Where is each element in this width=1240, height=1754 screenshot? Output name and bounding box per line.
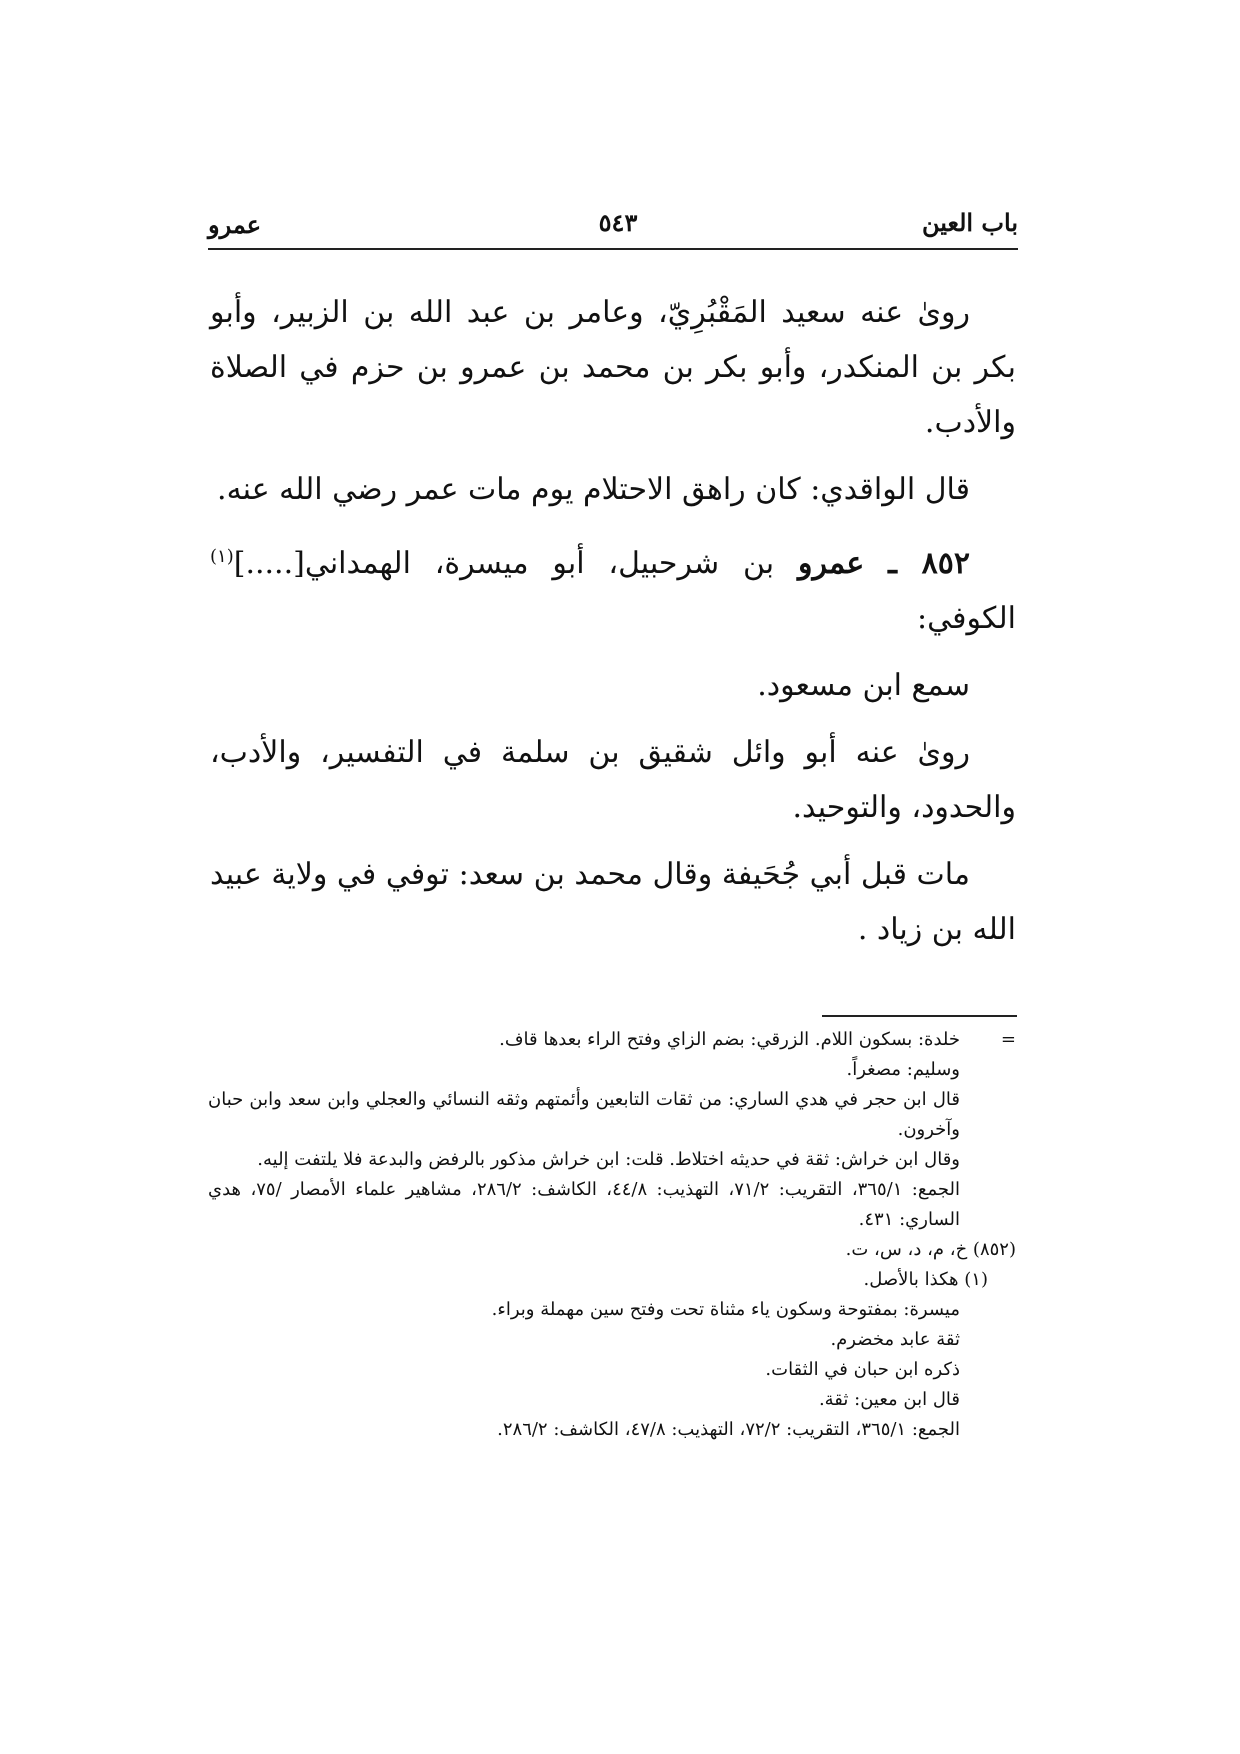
entry-lineage: بن شرحبيل، أبو ميسرة، الهمداني[.....]	[233, 546, 775, 581]
footnote-line: وقال ابن خراش: ثقة في حديثه اختلاط. قلت: ابن خراش مذكور بالرفض والبدعة فلا يلتفت إليه.	[257, 1149, 960, 1170]
paragraph-narrators: رویٰ عنه سعيد المَقْبُرِيّ، وعامر بن عبد الله بن الزبير، وأبو بكر بن المنكدر، وأبو بكر بن محمد بن عمرو بن حزم في الصلاة والأدب.	[210, 295, 1016, 440]
footnote-line: خلدة: بسكون اللام. الزرقي: بضم الزاي وفتح الراء بعدها قاف.	[499, 1029, 960, 1050]
footnote-1: (١) هكذا بالأصل.	[863, 1269, 988, 1290]
paragraph-heard: سمع ابن مسعود.	[757, 668, 970, 703]
footnote-line: الجمع: ٣٦٥/١، التقريب: ٧١/٢، التهذيب: ٤٤/٨، الكاشف: ٢٨٦/٢، مشاهير علماء الأمصار /٧٥، هدي الساري: ٤٣١.	[208, 1179, 960, 1230]
entry-nisba: الكوفي:	[917, 601, 1016, 636]
footnote-ref: (١)	[210, 546, 234, 567]
paragraph-narrated-by: روىٰ عنه أبو وائل شقيق بن سلمة في التفسير، والأدب، والحدود، والتوحيد.	[210, 735, 1016, 825]
footnote-rule	[822, 1015, 1017, 1017]
chapter-title: باب العين	[921, 208, 1018, 237]
header-rule	[208, 248, 1018, 250]
footnote-line: قال ابن حجر في هدي الساري: من ثقات التابعين وأئمتهم وثقه النسائي والعجلي وابن سعد وابن حبان وآخرون.	[208, 1089, 960, 1140]
entry-number: ٨٥٢ ـ	[888, 546, 970, 581]
footnote-line: الجمع: ٣٦٥/١، التقريب: ٧٢/٢، التهذيب: ٤٧/٨، الكاشف: ٢٨٦/٢.	[497, 1419, 960, 1440]
footnotes	[208, 1025, 1016, 1445]
entry-name: عمرو	[797, 546, 865, 581]
footnote-line: ميسرة: بمفتوحة وسكون ياء مثناة تحت وفتح سين مهملة وبراء.	[491, 1299, 960, 1320]
paragraph-death: مات قبل أبي جُحَيفة وقال محمد بن سعد: توفي في ولاية عبيد الله بن زياد .	[210, 857, 1016, 947]
footnote-line: ثقة عابد مخضرم.	[830, 1329, 960, 1350]
footnote-line: ذكره ابن حبان في الثقات.	[765, 1359, 960, 1380]
page-number: ٥٤٣	[598, 208, 638, 237]
page-header	[208, 200, 1018, 246]
entry-852	[210, 529, 1016, 646]
footnote-line: قال ابن معين: ثقة.	[818, 1389, 960, 1410]
main-text	[210, 285, 1016, 969]
continuation-mark: =	[1000, 1029, 1016, 1050]
running-title: عمرو	[208, 210, 262, 239]
footnote-852: (٨٥٢) خ، م، د، س، ت.	[845, 1239, 1016, 1260]
paragraph-waqidi: قال الواقدي: كان راهق الاحتلام يوم مات عمر رضي الله عنه.	[217, 472, 970, 507]
footnote-line: وسليم: مصغراً.	[846, 1059, 960, 1080]
